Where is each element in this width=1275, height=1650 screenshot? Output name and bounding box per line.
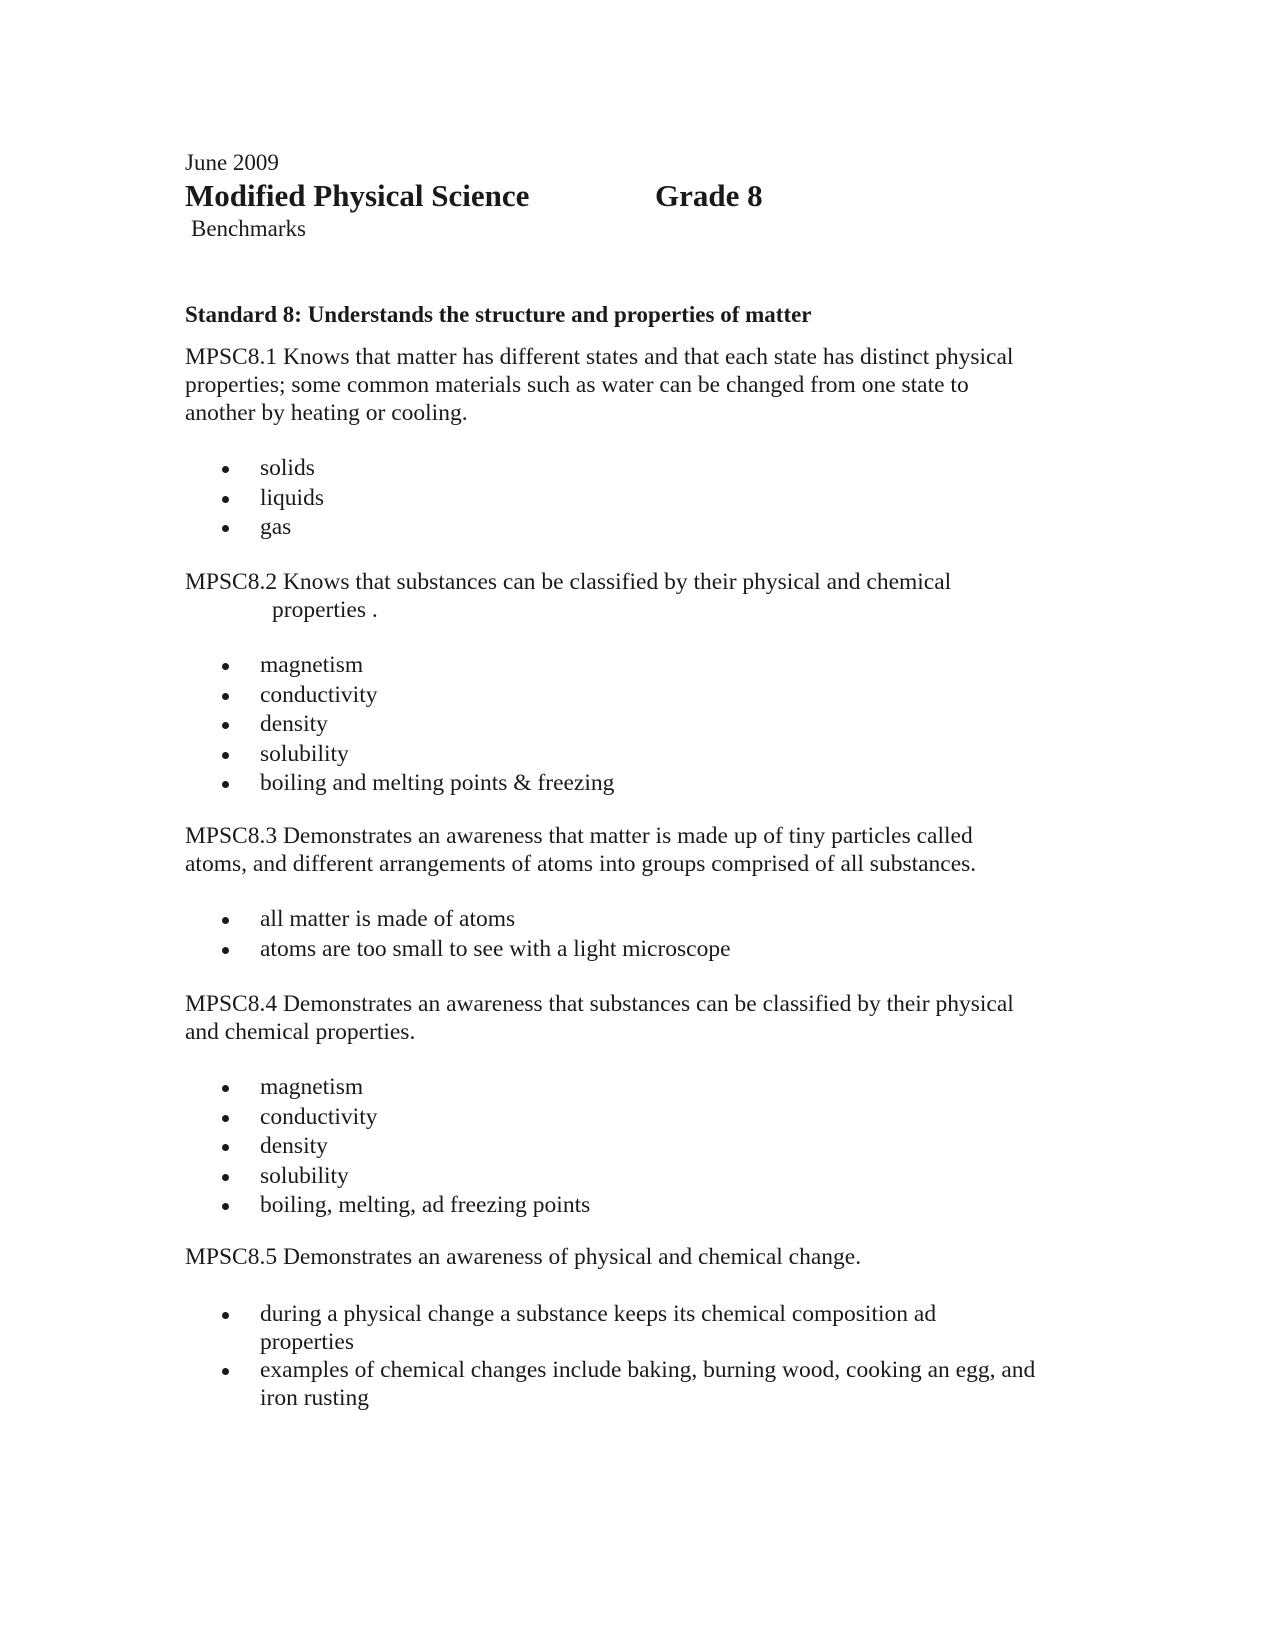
list-item: magnetism xyxy=(218,651,1060,681)
bullet-icon xyxy=(222,1312,229,1319)
list-item-line: properties xyxy=(260,1329,354,1355)
bullet-icon xyxy=(222,663,229,670)
benchmark-8-5-bullets xyxy=(218,1300,1060,1412)
list-item: liquids xyxy=(218,484,1060,514)
list-item xyxy=(218,1356,1060,1412)
bullet-icon xyxy=(222,947,229,954)
bullet-icon xyxy=(222,496,229,503)
list-item: density xyxy=(218,710,1060,740)
benchmark-8-3-bullets xyxy=(218,905,1060,964)
bullet-icon xyxy=(222,1174,229,1181)
bullet-icon xyxy=(222,752,229,759)
benchmark-text-line: properties . xyxy=(272,597,378,623)
list-item: boiling and melting points & freezing xyxy=(218,769,1060,799)
document-subtitle: Benchmarks xyxy=(191,216,306,241)
bullet-icon xyxy=(222,781,229,788)
benchmark-8-4 xyxy=(185,990,1085,1046)
benchmark-text-line: another by heating or cooling. xyxy=(185,400,468,426)
benchmark-text-line: MPSC8.2 Knows that substances can be classified by their physical and chemical xyxy=(185,569,952,595)
list-item: density xyxy=(218,1132,1060,1162)
list-item-line: during a physical change a substance keeps its chemical composition ad xyxy=(260,1301,937,1327)
bullet-icon xyxy=(222,1144,229,1151)
list-item: gas xyxy=(218,513,1060,543)
list-item: solids xyxy=(218,454,1060,484)
benchmark-8-4-bullets xyxy=(218,1073,1060,1221)
bullet-icon xyxy=(222,525,229,532)
benchmark-text-line: properties; some common materials such as water can be changed from one state to xyxy=(185,372,969,398)
bullet-icon xyxy=(222,722,229,729)
benchmark-text-line: MPSC8.5 Demonstrates an awareness of physical and chemical change. xyxy=(185,1244,862,1270)
standard-heading: Standard 8: Understands the structure and properties of matter xyxy=(185,302,812,327)
bullet-icon xyxy=(222,1368,229,1375)
list-item-line: examples of chemical changes include baking, burning wood, cooking an egg, and xyxy=(260,1357,1036,1383)
list-item: solubility xyxy=(218,740,1060,770)
document-title: Modified Physical Science xyxy=(185,178,530,213)
grade-label: Grade 8 xyxy=(655,178,763,213)
benchmark-text-line: MPSC8.1 Knows that matter has different states and that each state has distinct physical xyxy=(185,344,1014,370)
benchmark-text-line: atoms, and different arrangements of atoms into groups comprised of all substances. xyxy=(185,851,977,877)
document-date: June 2009 xyxy=(185,150,279,175)
benchmark-8-5 xyxy=(185,1243,1085,1271)
bullet-icon xyxy=(222,466,229,473)
list-item: all matter is made of atoms xyxy=(218,905,1060,935)
list-item: magnetism xyxy=(218,1073,1060,1103)
benchmark-text-line: MPSC8.3 Demonstrates an awareness that matter is made up of tiny particles called xyxy=(185,823,973,849)
list-item: boiling, melting, ad freezing points xyxy=(218,1191,1060,1221)
list-item: conductivity xyxy=(218,1103,1060,1133)
benchmark-8-3 xyxy=(185,822,1085,878)
bullet-icon xyxy=(222,917,229,924)
benchmark-text-line: and chemical properties. xyxy=(185,1019,416,1045)
list-item: conductivity xyxy=(218,681,1060,711)
list-item xyxy=(218,1300,1060,1356)
benchmark-text-line: MPSC8.4 Demonstrates an awareness that substances can be classified by their physical xyxy=(185,991,1014,1017)
bullet-icon xyxy=(222,1085,229,1092)
list-item: atoms are too small to see with a light microscope xyxy=(218,935,1060,965)
bullet-icon xyxy=(222,1203,229,1210)
list-item: solubility xyxy=(218,1162,1060,1192)
benchmark-8-2 xyxy=(185,568,1085,624)
bullet-icon xyxy=(222,693,229,700)
benchmark-8-1-bullets xyxy=(218,454,1060,543)
list-item-line: iron rusting xyxy=(260,1385,370,1411)
benchmark-8-2-bullets xyxy=(218,651,1060,799)
benchmark-8-1 xyxy=(185,343,1085,427)
bullet-icon xyxy=(222,1115,229,1122)
